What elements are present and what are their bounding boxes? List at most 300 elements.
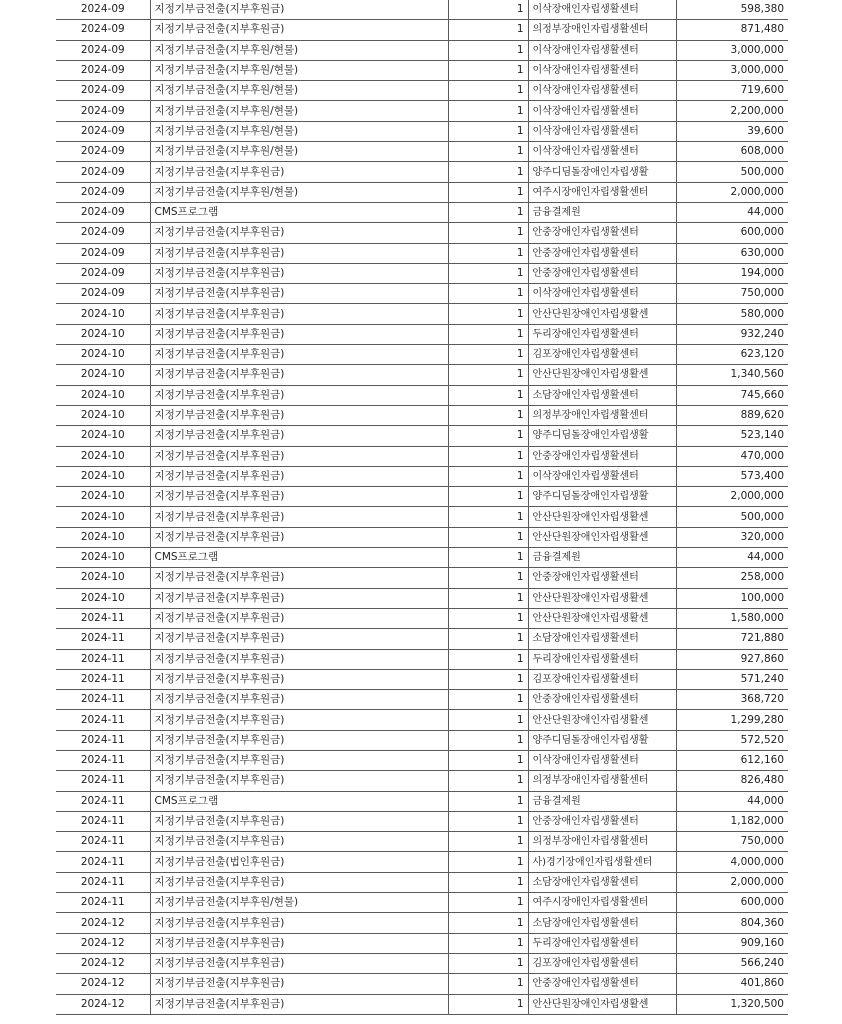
description-cell: 지정기부금전출(지부후원금) xyxy=(150,608,448,628)
organization-cell: 이삭장애인자립생활센터 xyxy=(528,121,676,141)
month-cell: 2024-10 xyxy=(56,426,150,446)
quantity-cell: 1 xyxy=(448,405,528,425)
table-row xyxy=(56,507,788,527)
quantity-cell: 1 xyxy=(448,974,528,994)
description-cell: 지정기부금전출(지부후원금) xyxy=(150,994,448,1014)
organization-cell: 이삭장애인자립생활센터 xyxy=(528,60,676,80)
month-cell: 2024-10 xyxy=(56,507,150,527)
table-row xyxy=(56,487,788,507)
description-cell: 지정기부금전출(지부후원/현물) xyxy=(150,40,448,60)
organization-cell: 이삭장애인자립생활센터 xyxy=(528,40,676,60)
description-cell: CMS프로그램 xyxy=(150,791,448,811)
organization-cell: 소담장애인자립생활센터 xyxy=(528,385,676,405)
amount-cell: 566,240 xyxy=(676,953,788,973)
quantity-cell: 1 xyxy=(448,182,528,202)
amount-cell: 927,860 xyxy=(676,649,788,669)
table-row xyxy=(56,669,788,689)
quantity-cell: 1 xyxy=(448,121,528,141)
table-row xyxy=(56,142,788,162)
month-cell: 2024-11 xyxy=(56,852,150,872)
table-row xyxy=(56,263,788,283)
month-cell: 2024-10 xyxy=(56,345,150,365)
organization-cell: 안중장애인자립생활센터 xyxy=(528,568,676,588)
month-cell: 2024-11 xyxy=(56,608,150,628)
table-row xyxy=(56,832,788,852)
organization-cell: 이삭장애인자립생활센터 xyxy=(528,284,676,304)
month-cell: 2024-11 xyxy=(56,750,150,770)
description-cell: 지정기부금전출(지부후원/현물) xyxy=(150,101,448,121)
month-cell: 2024-11 xyxy=(56,893,150,913)
description-cell: 지정기부금전출(지부후원금) xyxy=(150,446,448,466)
amount-cell: 572,520 xyxy=(676,730,788,750)
description-cell: 지정기부금전출(지부후원/현물) xyxy=(150,81,448,101)
quantity-cell: 1 xyxy=(448,872,528,892)
amount-cell: 623,120 xyxy=(676,345,788,365)
table-row xyxy=(56,608,788,628)
month-cell: 2024-09 xyxy=(56,60,150,80)
organization-cell: 안산단원장애인자립생활센 xyxy=(528,588,676,608)
organization-cell: 이삭장애인자립생활센터 xyxy=(528,142,676,162)
organization-cell: 안중장애인자립생활센터 xyxy=(528,690,676,710)
organization-cell: 이삭장애인자립생활센터 xyxy=(528,0,676,20)
organization-cell: 양주디딤돌장애인자립생활 xyxy=(528,426,676,446)
organization-cell: 의정부장애인자립생활센터 xyxy=(528,20,676,40)
description-cell: 지정기부금전출(지부후원금) xyxy=(150,324,448,344)
month-cell: 2024-11 xyxy=(56,811,150,831)
amount-cell: 600,000 xyxy=(676,893,788,913)
amount-cell: 44,000 xyxy=(676,202,788,222)
organization-cell: 소담장애인자립생활센터 xyxy=(528,629,676,649)
table-row xyxy=(56,426,788,446)
description-cell: 지정기부금전출(지부후원/현물) xyxy=(150,121,448,141)
table-row xyxy=(56,568,788,588)
amount-cell: 1,182,000 xyxy=(676,811,788,831)
amount-cell: 889,620 xyxy=(676,405,788,425)
table-row xyxy=(56,872,788,892)
table-row xyxy=(56,60,788,80)
table-row xyxy=(56,953,788,973)
table-row xyxy=(56,893,788,913)
table-row xyxy=(56,791,788,811)
month-cell: 2024-10 xyxy=(56,446,150,466)
description-cell: 지정기부금전출(지부후원금) xyxy=(150,223,448,243)
table-row xyxy=(56,243,788,263)
organization-cell: 금융결제원 xyxy=(528,548,676,568)
amount-cell: 4,000,000 xyxy=(676,852,788,872)
quantity-cell: 1 xyxy=(448,690,528,710)
table-row xyxy=(56,324,788,344)
amount-cell: 1,320,500 xyxy=(676,994,788,1014)
organization-cell: 양주디딤돌장애인자립생활 xyxy=(528,162,676,182)
table-row xyxy=(56,345,788,365)
organization-cell: 소담장애인자립생활센터 xyxy=(528,872,676,892)
amount-cell: 44,000 xyxy=(676,548,788,568)
quantity-cell: 1 xyxy=(448,243,528,263)
month-cell: 2024-10 xyxy=(56,405,150,425)
table-row xyxy=(56,20,788,40)
month-cell: 2024-09 xyxy=(56,121,150,141)
organization-cell: 안중장애인자립생활센터 xyxy=(528,243,676,263)
ledger-body xyxy=(56,0,788,1014)
amount-cell: 2,000,000 xyxy=(676,872,788,892)
month-cell: 2024-10 xyxy=(56,548,150,568)
month-cell: 2024-12 xyxy=(56,933,150,953)
quantity-cell: 1 xyxy=(448,933,528,953)
description-cell: 지정기부금전출(지부후원금) xyxy=(150,304,448,324)
quantity-cell: 1 xyxy=(448,507,528,527)
description-cell: 지정기부금전출(지부후원금) xyxy=(150,771,448,791)
table-row xyxy=(56,202,788,222)
table-row xyxy=(56,405,788,425)
quantity-cell: 1 xyxy=(448,81,528,101)
month-cell: 2024-12 xyxy=(56,953,150,973)
quantity-cell: 1 xyxy=(448,0,528,20)
description-cell: 지정기부금전출(지부후원금) xyxy=(150,649,448,669)
description-cell: 지정기부금전출(지부후원금) xyxy=(150,933,448,953)
description-cell: 지정기부금전출(지부후원/현물) xyxy=(150,60,448,80)
table-row xyxy=(56,933,788,953)
organization-cell: 의정부장애인자립생활센터 xyxy=(528,405,676,425)
month-cell: 2024-09 xyxy=(56,162,150,182)
table-row xyxy=(56,588,788,608)
organization-cell: 김포장애인자립생활센터 xyxy=(528,953,676,973)
month-cell: 2024-11 xyxy=(56,629,150,649)
amount-cell: 258,000 xyxy=(676,568,788,588)
description-cell: 지정기부금전출(지부후원금) xyxy=(150,690,448,710)
quantity-cell: 1 xyxy=(448,101,528,121)
month-cell: 2024-11 xyxy=(56,730,150,750)
quantity-cell: 1 xyxy=(448,487,528,507)
amount-cell: 871,480 xyxy=(676,20,788,40)
quantity-cell: 1 xyxy=(448,20,528,40)
quantity-cell: 1 xyxy=(448,750,528,770)
description-cell: 지정기부금전출(지부후원금) xyxy=(150,487,448,507)
quantity-cell: 1 xyxy=(448,223,528,243)
amount-cell: 39,600 xyxy=(676,121,788,141)
amount-cell: 909,160 xyxy=(676,933,788,953)
quantity-cell: 1 xyxy=(448,365,528,385)
organization-cell: 양주디딤돌장애인자립생활 xyxy=(528,487,676,507)
quantity-cell: 1 xyxy=(448,913,528,933)
description-cell: CMS프로그램 xyxy=(150,202,448,222)
description-cell: 지정기부금전출(지부후원금) xyxy=(150,365,448,385)
month-cell: 2024-09 xyxy=(56,101,150,121)
month-cell: 2024-09 xyxy=(56,243,150,263)
organization-cell: 두리장애인자립생활센터 xyxy=(528,324,676,344)
table-row xyxy=(56,852,788,872)
table-row xyxy=(56,527,788,547)
amount-cell: 2,000,000 xyxy=(676,487,788,507)
month-cell: 2024-11 xyxy=(56,832,150,852)
month-cell: 2024-09 xyxy=(56,20,150,40)
quantity-cell: 1 xyxy=(448,60,528,80)
quantity-cell: 1 xyxy=(448,162,528,182)
amount-cell: 804,360 xyxy=(676,913,788,933)
organization-cell: 여주시장애인자립생활센터 xyxy=(528,893,676,913)
amount-cell: 500,000 xyxy=(676,162,788,182)
table-row xyxy=(56,710,788,730)
amount-cell: 580,000 xyxy=(676,304,788,324)
quantity-cell: 1 xyxy=(448,608,528,628)
organization-cell: 두리장애인자립생활센터 xyxy=(528,649,676,669)
table-row xyxy=(56,223,788,243)
quantity-cell: 1 xyxy=(448,649,528,669)
ledger-table xyxy=(56,0,788,1015)
description-cell: 지정기부금전출(지부후원금) xyxy=(150,568,448,588)
description-cell: 지정기부금전출(지부후원금) xyxy=(150,20,448,40)
quantity-cell: 1 xyxy=(448,669,528,689)
month-cell: 2024-10 xyxy=(56,385,150,405)
month-cell: 2024-09 xyxy=(56,142,150,162)
table-row xyxy=(56,629,788,649)
organization-cell: 안중장애인자립생활센터 xyxy=(528,263,676,283)
description-cell: 지정기부금전출(법인후원금) xyxy=(150,852,448,872)
quantity-cell: 1 xyxy=(448,385,528,405)
organization-cell: 이삭장애인자립생활센터 xyxy=(528,750,676,770)
month-cell: 2024-09 xyxy=(56,182,150,202)
organization-cell: 안중장애인자립생활센터 xyxy=(528,223,676,243)
description-cell: 지정기부금전출(지부후원금) xyxy=(150,0,448,20)
amount-cell: 320,000 xyxy=(676,527,788,547)
organization-cell: 양주디딤돌장애인자립생활 xyxy=(528,730,676,750)
table-row xyxy=(56,466,788,486)
quantity-cell: 1 xyxy=(448,548,528,568)
quantity-cell: 1 xyxy=(448,771,528,791)
amount-cell: 44,000 xyxy=(676,791,788,811)
organization-cell: 안중장애인자립생활센터 xyxy=(528,446,676,466)
description-cell: 지정기부금전출(지부후원금) xyxy=(150,345,448,365)
description-cell: 지정기부금전출(지부후원금) xyxy=(150,669,448,689)
description-cell: 지정기부금전출(지부후원금) xyxy=(150,953,448,973)
month-cell: 2024-11 xyxy=(56,872,150,892)
quantity-cell: 1 xyxy=(448,994,528,1014)
quantity-cell: 1 xyxy=(448,446,528,466)
amount-cell: 368,720 xyxy=(676,690,788,710)
quantity-cell: 1 xyxy=(448,345,528,365)
organization-cell: 소담장애인자립생활센터 xyxy=(528,913,676,933)
description-cell: 지정기부금전출(지부후원금) xyxy=(150,913,448,933)
table-row xyxy=(56,730,788,750)
quantity-cell: 1 xyxy=(448,893,528,913)
quantity-cell: 1 xyxy=(448,791,528,811)
organization-cell: 금융결제원 xyxy=(528,791,676,811)
quantity-cell: 1 xyxy=(448,852,528,872)
table-row xyxy=(56,365,788,385)
description-cell: 지정기부금전출(지부후원금) xyxy=(150,974,448,994)
organization-cell: 의정부장애인자립생활센터 xyxy=(528,771,676,791)
organization-cell: 의정부장애인자립생활센터 xyxy=(528,832,676,852)
table-row xyxy=(56,690,788,710)
description-cell: 지정기부금전출(지부후원금) xyxy=(150,405,448,425)
amount-cell: 523,140 xyxy=(676,426,788,446)
table-row xyxy=(56,548,788,568)
organization-cell: 안산단원장애인자립생활센 xyxy=(528,710,676,730)
description-cell: 지정기부금전출(지부후원금) xyxy=(150,730,448,750)
quantity-cell: 1 xyxy=(448,426,528,446)
month-cell: 2024-11 xyxy=(56,791,150,811)
amount-cell: 3,000,000 xyxy=(676,60,788,80)
month-cell: 2024-10 xyxy=(56,487,150,507)
quantity-cell: 1 xyxy=(448,710,528,730)
amount-cell: 1,580,000 xyxy=(676,608,788,628)
organization-cell: 여주시장애인자립생활센터 xyxy=(528,182,676,202)
quantity-cell: 1 xyxy=(448,832,528,852)
organization-cell: 이삭장애인자립생활센터 xyxy=(528,466,676,486)
table-row xyxy=(56,40,788,60)
month-cell: 2024-12 xyxy=(56,974,150,994)
amount-cell: 100,000 xyxy=(676,588,788,608)
organization-cell: 안산단원장애인자립생활센 xyxy=(528,304,676,324)
organization-cell: 안산단원장애인자립생활센 xyxy=(528,994,676,1014)
amount-cell: 194,000 xyxy=(676,263,788,283)
table-row xyxy=(56,121,788,141)
amount-cell: 612,160 xyxy=(676,750,788,770)
organization-cell: 이삭장애인자립생활센터 xyxy=(528,101,676,121)
organization-cell: 이삭장애인자립생활센터 xyxy=(528,81,676,101)
organization-cell: 안중장애인자립생활센터 xyxy=(528,974,676,994)
month-cell: 2024-11 xyxy=(56,649,150,669)
table-row xyxy=(56,446,788,466)
table-row xyxy=(56,649,788,669)
quantity-cell: 1 xyxy=(448,284,528,304)
table-row xyxy=(56,0,788,20)
month-cell: 2024-11 xyxy=(56,669,150,689)
description-cell: 지정기부금전출(지부후원금) xyxy=(150,629,448,649)
description-cell: 지정기부금전출(지부후원금) xyxy=(150,811,448,831)
amount-cell: 745,660 xyxy=(676,385,788,405)
description-cell: 지정기부금전출(지부후원금) xyxy=(150,263,448,283)
description-cell: 지정기부금전출(지부후원/현물) xyxy=(150,893,448,913)
amount-cell: 750,000 xyxy=(676,832,788,852)
description-cell: 지정기부금전출(지부후원금) xyxy=(150,832,448,852)
amount-cell: 500,000 xyxy=(676,507,788,527)
organization-cell: 안산단원장애인자립생활센 xyxy=(528,365,676,385)
description-cell: 지정기부금전출(지부후원금) xyxy=(150,426,448,446)
amount-cell: 470,000 xyxy=(676,446,788,466)
month-cell: 2024-10 xyxy=(56,568,150,588)
month-cell: 2024-10 xyxy=(56,466,150,486)
description-cell: CMS프로그램 xyxy=(150,548,448,568)
amount-cell: 2,200,000 xyxy=(676,101,788,121)
quantity-cell: 1 xyxy=(448,466,528,486)
month-cell: 2024-09 xyxy=(56,202,150,222)
month-cell: 2024-10 xyxy=(56,365,150,385)
table-row xyxy=(56,304,788,324)
amount-cell: 608,000 xyxy=(676,142,788,162)
month-cell: 2024-11 xyxy=(56,710,150,730)
table-row xyxy=(56,284,788,304)
organization-cell: 금융결제원 xyxy=(528,202,676,222)
amount-cell: 750,000 xyxy=(676,284,788,304)
quantity-cell: 1 xyxy=(448,953,528,973)
amount-cell: 600,000 xyxy=(676,223,788,243)
amount-cell: 2,000,000 xyxy=(676,182,788,202)
quantity-cell: 1 xyxy=(448,40,528,60)
month-cell: 2024-09 xyxy=(56,223,150,243)
table-row xyxy=(56,385,788,405)
month-cell: 2024-09 xyxy=(56,263,150,283)
amount-cell: 630,000 xyxy=(676,243,788,263)
table-row xyxy=(56,811,788,831)
table-row xyxy=(56,771,788,791)
description-cell: 지정기부금전출(지부후원/현물) xyxy=(150,182,448,202)
amount-cell: 1,299,280 xyxy=(676,710,788,730)
organization-cell: 두리장애인자립생활센터 xyxy=(528,933,676,953)
description-cell: 지정기부금전출(지부후원금) xyxy=(150,750,448,770)
organization-cell: 안산단원장애인자립생활센 xyxy=(528,527,676,547)
description-cell: 지정기부금전출(지부후원금) xyxy=(150,466,448,486)
month-cell: 2024-09 xyxy=(56,81,150,101)
description-cell: 지정기부금전출(지부후원금) xyxy=(150,385,448,405)
description-cell: 지정기부금전출(지부후원금) xyxy=(150,872,448,892)
organization-cell: 안산단원장애인자립생활센 xyxy=(528,608,676,628)
description-cell: 지정기부금전출(지부후원/현물) xyxy=(150,142,448,162)
description-cell: 지정기부금전출(지부후원금) xyxy=(150,588,448,608)
month-cell: 2024-09 xyxy=(56,0,150,20)
month-cell: 2024-12 xyxy=(56,994,150,1014)
organization-cell: 김포장애인자립생활센터 xyxy=(528,345,676,365)
amount-cell: 573,400 xyxy=(676,466,788,486)
description-cell: 지정기부금전출(지부후원금) xyxy=(150,710,448,730)
organization-cell: 사)경기장애인자립생활센터 xyxy=(528,852,676,872)
amount-cell: 932,240 xyxy=(676,324,788,344)
amount-cell: 571,240 xyxy=(676,669,788,689)
amount-cell: 1,340,560 xyxy=(676,365,788,385)
quantity-cell: 1 xyxy=(448,568,528,588)
table-row xyxy=(56,994,788,1014)
amount-cell: 598,380 xyxy=(676,0,788,20)
amount-cell: 401,860 xyxy=(676,974,788,994)
quantity-cell: 1 xyxy=(448,202,528,222)
table-row xyxy=(56,81,788,101)
amount-cell: 721,880 xyxy=(676,629,788,649)
month-cell: 2024-09 xyxy=(56,40,150,60)
description-cell: 지정기부금전출(지부후원금) xyxy=(150,527,448,547)
quantity-cell: 1 xyxy=(448,730,528,750)
quantity-cell: 1 xyxy=(448,304,528,324)
month-cell: 2024-11 xyxy=(56,690,150,710)
description-cell: 지정기부금전출(지부후원금) xyxy=(150,507,448,527)
month-cell: 2024-11 xyxy=(56,771,150,791)
quantity-cell: 1 xyxy=(448,324,528,344)
quantity-cell: 1 xyxy=(448,263,528,283)
table-row xyxy=(56,101,788,121)
month-cell: 2024-10 xyxy=(56,324,150,344)
amount-cell: 826,480 xyxy=(676,771,788,791)
organization-cell: 안산단원장애인자립생활센 xyxy=(528,507,676,527)
amount-cell: 719,600 xyxy=(676,81,788,101)
table-row xyxy=(56,162,788,182)
month-cell: 2024-10 xyxy=(56,527,150,547)
quantity-cell: 1 xyxy=(448,527,528,547)
table-row xyxy=(56,913,788,933)
description-cell: 지정기부금전출(지부후원금) xyxy=(150,243,448,263)
table-row xyxy=(56,182,788,202)
organization-cell: 김포장애인자립생활센터 xyxy=(528,669,676,689)
month-cell: 2024-09 xyxy=(56,284,150,304)
quantity-cell: 1 xyxy=(448,629,528,649)
description-cell: 지정기부금전출(지부후원금) xyxy=(150,162,448,182)
description-cell: 지정기부금전출(지부후원금) xyxy=(150,284,448,304)
organization-cell: 안중장애인자립생활센터 xyxy=(528,811,676,831)
table-row xyxy=(56,974,788,994)
table-row xyxy=(56,750,788,770)
quantity-cell: 1 xyxy=(448,588,528,608)
quantity-cell: 1 xyxy=(448,142,528,162)
amount-cell: 3,000,000 xyxy=(676,40,788,60)
month-cell: 2024-10 xyxy=(56,304,150,324)
month-cell: 2024-10 xyxy=(56,588,150,608)
